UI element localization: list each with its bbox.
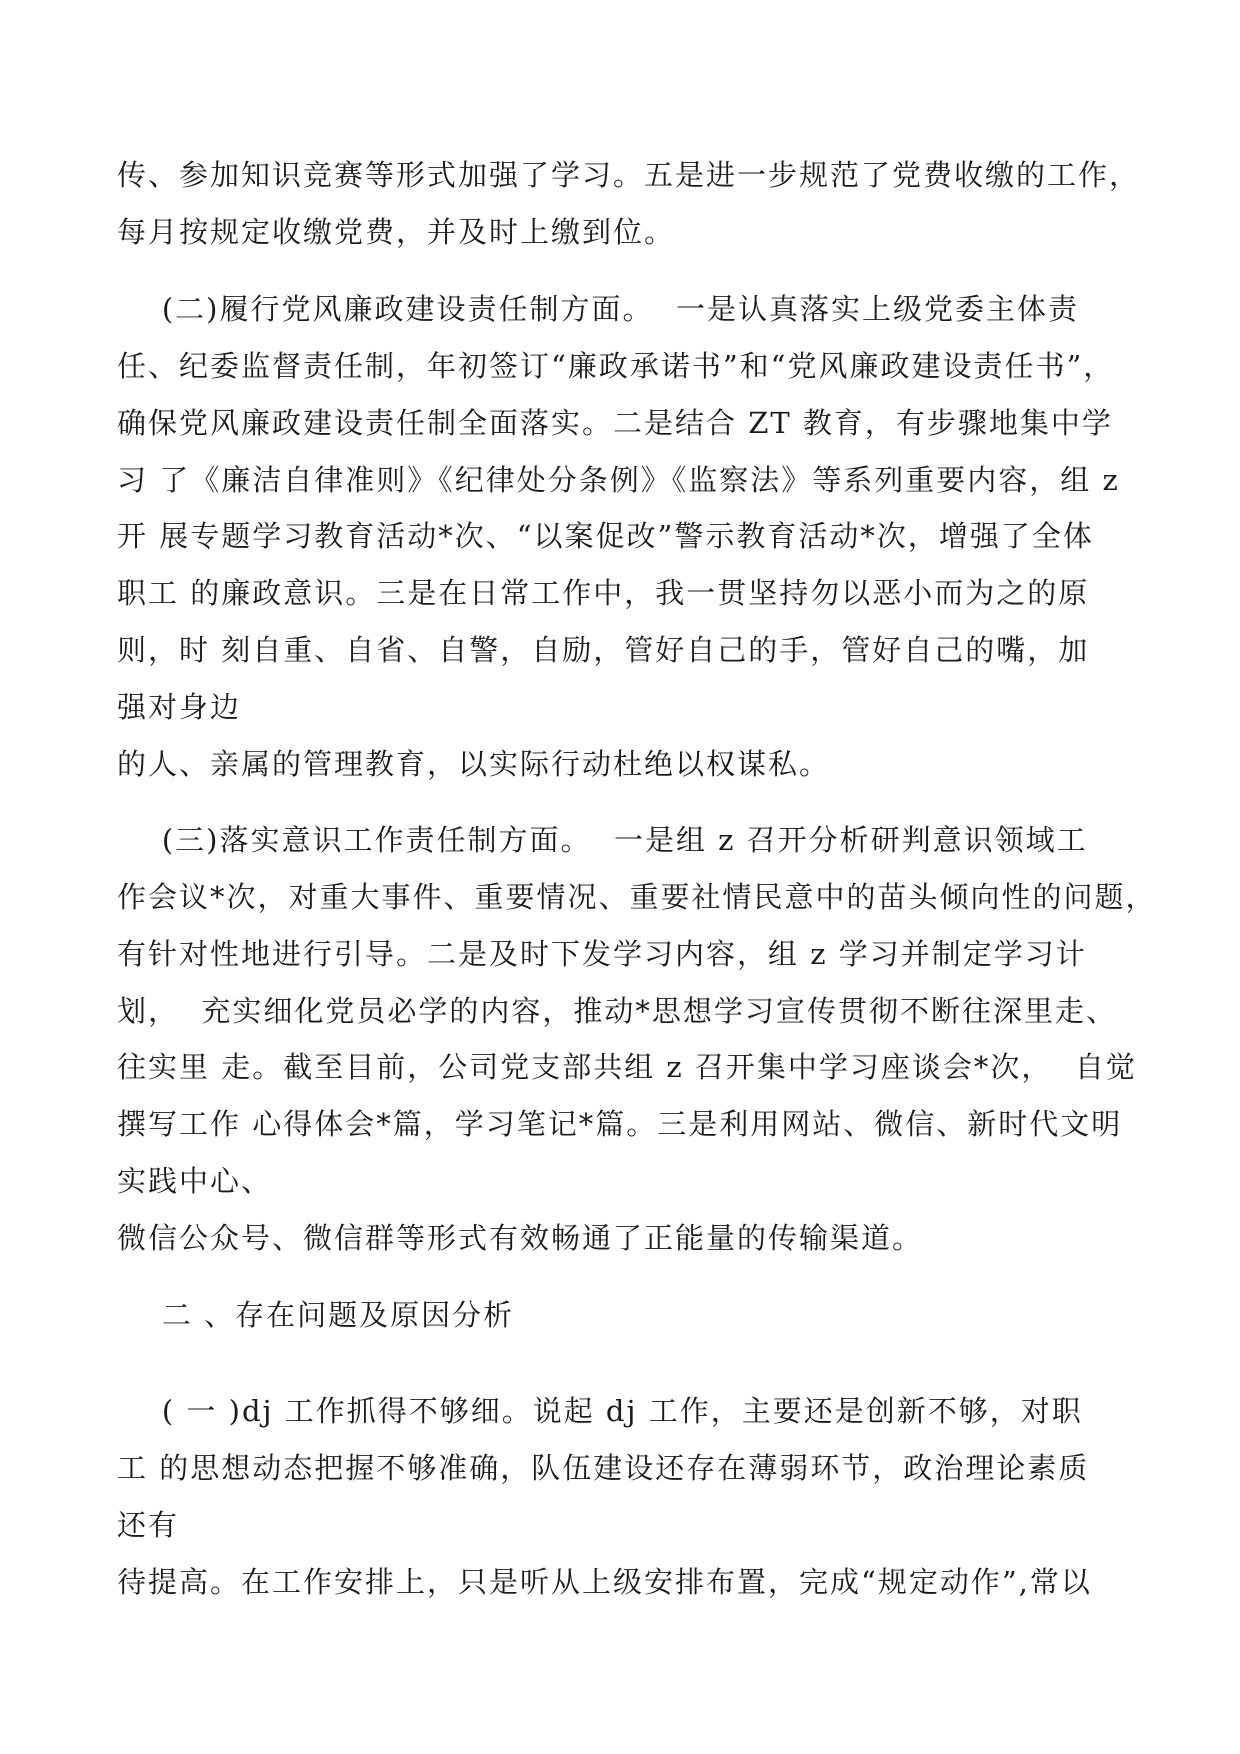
text-line: 任、纪委监督责任制，年初签订“廉政承诺书”和“党风廉政建设责任书”， <box>117 349 1115 383</box>
text-line: 职工 的廉政意识。三是在日常工作中，我一贯坚持勿以恶小而为之的原 <box>117 576 1090 610</box>
text-line: 强对身边 <box>117 690 242 724</box>
text-line: 传、参加知识竞赛等形式加强了学习。五是进一步规范了党费收缴的工作， <box>117 158 1141 192</box>
text-line: 每月按规定收缴党费，并及时上缴到位。 <box>117 215 676 249</box>
text-line: 微信公众号、微信群等形式有效畅通了正能量的传输渠道。 <box>117 1221 924 1255</box>
section-heading: 二 、存在问题及原因分析 <box>117 1298 515 1332</box>
text-line: 还有 <box>117 1508 180 1542</box>
text-line: 确保党风廉政建设责任制全面落实。二是结合 ZT 教育，有步骤地集中学 <box>117 406 1113 440</box>
text-line: 工 的思想动态把握不够准确，队伍建设还存在薄弱环节，政治理论素质 <box>117 1451 1090 1485</box>
text-line: 则，时 刻自重、自省、自警，自励，管好自己的手，管好自己的嘴，加 <box>117 633 1090 667</box>
text-line: 的人、亲属的管理教育，以实际行动杜绝以权谋私。 <box>117 747 831 781</box>
text-line: 有针对性地进行引导。二是及时下发学习内容，组 z 学习并制定学习计 <box>117 937 1087 971</box>
text-line: ( 一 )dj 工作抓得不够细。说起 dj 工作，主要还是创新不够，对职 <box>117 1394 1083 1428</box>
text-line: 划， 充实细化党员必学的内容，推动*思想学习宣传贯彻不断往深里走、 <box>117 994 1117 1028</box>
text-line: (三)落实意识工作责任制方面。 一是组 z 召开分析研判意识领域工 <box>117 823 1088 857</box>
text-line: 待提高。在工作安排上，只是听从上级安排布置，完成“规定动作”,常以 <box>117 1565 1092 1599</box>
text-line: 撰写工作 心得体会*篇，学习笔记*篇。三是利用网站、微信、新时代文明 <box>117 1107 1123 1141</box>
text-line: 实践中心、 <box>117 1164 273 1198</box>
text-line: 习 了《廉洁自律准则》《纪律处分条例》《监察法》等系列重要内容，组 z <box>117 463 1120 497</box>
text-line: 作会议*次，对重大事件、重要情况、重要社情民意中的苗头倾向性的问题， <box>117 880 1157 914</box>
text-line: (二)履行党风廉政建设责任制方面。 一是认真落实上级党委主体责 <box>117 292 1079 326</box>
text-line: 开 展专题学习教育活动*次、“以案促改”警示教育活动*次，增强了全体 <box>117 519 1094 553</box>
text-line: 往实里 走。截至目前，公司党支部共组 z 召开集中学习座谈会*次， 自觉 <box>117 1050 1137 1084</box>
